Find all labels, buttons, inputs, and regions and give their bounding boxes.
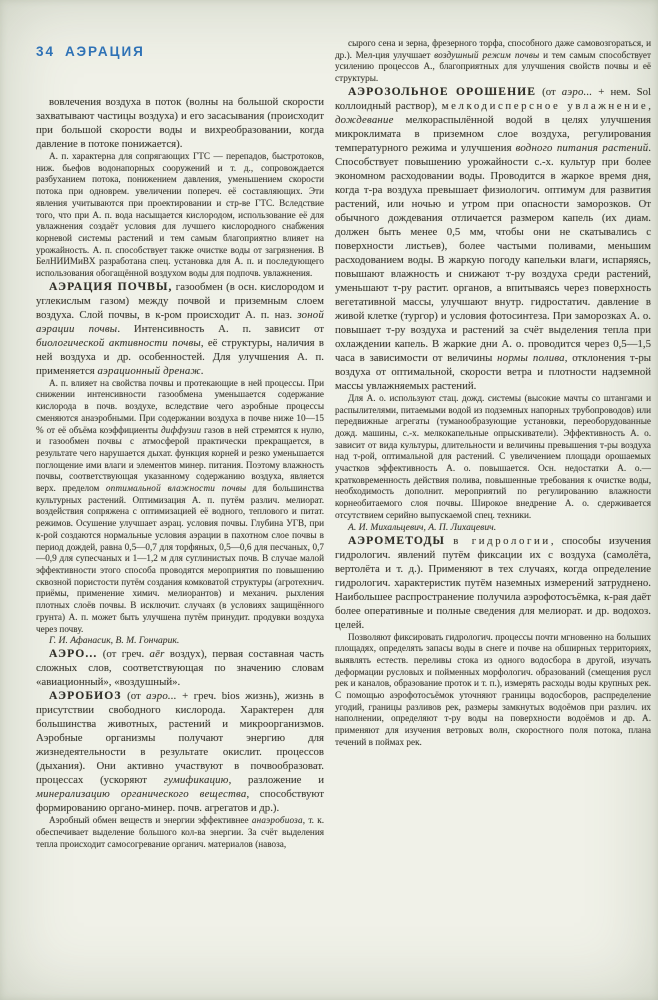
running-header (36, 44, 324, 59)
entry-paragraph: АЭРОБИОЗ (от аэро... + греч. bios жизнь), жизнь в присутствии свободного кислорода. Характерен для большинства животных, растений и микроорганизмов. Аэробные организмы получают энергию для жизнедеятельности в результате окислит. процессов (дыхания). Они активно участвуют в почвообразоват. процессах (ускоряют гумификацию, разложение и минерализацию органического вещества, способствуют формированию органо-минер. почв. агрегатов и др.). (36, 689, 324, 815)
entry-paragraph: АЭРОМЕТОДЫ в гидрологии, способы изучения гидрологич. явлений путём фиксации их с воздуха (самолёта, вертолёта и т. д.). Применяют в тех случаях, когда определение гидрологич. характеристик путём наземных измерений затруднено. Наибольшее распространение получила аэрофотосъёмка, к-рая даёт более оперативные и полные сведения для мелиорат. и др. водохоз. целей. (335, 533, 652, 631)
entry-headword: АЭРОМЕТОДЫ (348, 533, 446, 547)
running-header-title: АЭРАЦИЯ (65, 44, 145, 59)
body-paragraph: Для А. о. используют стац. дожд. системы (высокие мачты со штангами и распылителями, питаемыми водой из подземных напорных трубопроводов) или передвижные агрегаты (туманообразующие установки, переоборудованные дожд. машины, с.-х. мелкокапельные опрыскиватели). Эффективность А. о. зависит от вида культуры, длительности и величины превышения т-ры воздуха над т-рой, оптимальной для растений. С увеличением площади орошаемых участков эффективность А. о. повышается. Осн. недостатки А. о.— кратковременность действия полива, повышенные требования к очистке воды, необходимость дополнит. мероприятий по регулированию влажности корнеобитаемого слоя почвы. Широкое внедрение А. о. сдерживается отсутствием серийно выпускаемой спец. техники. (335, 392, 651, 520)
author-signature: А. И. Михальцевич, А. П. Лихацевич. (348, 521, 497, 533)
entry-paragraph: АЭРОЗОЛЬНОЕ ОРОШЕНИЕ (от аэро... + нем. Sol коллоидный раствор), мелкодисперсное увлажнение, дождевание мелкораспылённой водой в целях улучшения микроклимата в приземном слое воздуха, регулирования температурного режима и улучшения водного питания растений. Способствует повышению урожайности с.-х. культур при более экономном расходовании воды. Проводится в жаркое время дня, когда т-ра воздуха превышает физиологич. оптимум для развития растений, или ночью и утром при опасности заморозков. От обычного дождевания отличается размером капель (их диам. должен быть менее 0,5 мм, чтобы они не скатывались с поверхности листьев), более частыми поливами, меньшим расходованием воды. В жаркую погоду капельки влаги, испаряясь, повышают влажность и снижают т-ру воздуха среди растений, уменьшают т-ру растит. органов, а впитываясь через поверхность вегетативной массы, улучшают внутр. гидростатич. давление в живой клетке (тургор) и условия фотосинтеза. При заморозках А. о. повышает т-ру воздуха и растений за счёт выделения тепла при охлаждении капель. В жаркие дни А. о. проводится через 0,5—1,5 часа в зависимости от величины нормы полива, отклонения т-ры воздуха от оптимальной, скорости ветра и плотности надземной массы увлажняемых растений. (335, 84, 651, 392)
body-paragraph: Аэробный обмен веществ и энергии эффективнее анаэробиоза, т. к. обеспечивает выделение большого кол-ва энергии. За счёт выделения тепла происходит самосогревание органич. материалов (навоза, (36, 815, 324, 849)
entry-headword: АЭРОБИОЗ (49, 689, 122, 703)
author-signature: Г. И. Афанасик, В. М. Гончарик. (49, 635, 180, 647)
entry-headword: АЭРАЦИЯ ПОЧВЫ, (49, 279, 173, 293)
entry-headword: АЭРО... (49, 647, 98, 661)
body-paragraph: А. п. характерна для сопрягающих ГТС — перепадов, быстротоков, ниж. бьефов водонапорных сооружений и т. д., сопровождается разбуханием потока, понижением давления, уменьшением скорости потока при одноврем. увеличении попереч. её составляющих. Эти явления учитываются при проектировании и стр-ве ГТС. Вследствие того, что при А. п. вода насыщается кислородом, использование её для увлажнения создаёт условия для лучшего кислородного снабжения корневой системы растений и тем самым благоприятно влияет на урожайность. А. п. способствует также очистке воды от загрязнения. В БелНИИМиВХ разработана спец. установка для А. п. и последующего использования обогащённой воздухом воды для подпочв. увлажнения. (36, 151, 324, 279)
entry-paragraph: АЭРАЦИЯ ПОЧВЫ, газообмен (в осн. кислородом и углекислым газом) между почвой и приземным слоем воздуха. Слой почвы, в к-ром происходит А. п. наз. зоной аэрации почвы. Интенсивность А. п. зависит от биологической активности почвы, её структуры, наличия в ней воздуха и др. особенностей. Для улучшения А. п. применяется аэрационный дренаж. (36, 279, 325, 377)
page-content (36, 38, 651, 850)
entry-headword: АЭРОЗОЛЬНОЕ ОРОШЕНИЕ (348, 84, 537, 98)
entry-paragraph: АЭРО... (от греч. aēr воздух), первая составная часть сложных слов, соответствующая по значению словам «авиационный», «воздушный». (36, 647, 324, 689)
body-paragraph: вовлечения воздуха в поток (волны на большой скорости захватывают частицы воздуха) и его засасывания (происходит при большой скорости воды и вихреобразовании, когда давление в потоке понижается). (36, 96, 324, 150)
body-paragraph: Позволяют фиксировать гидрологич. процессы почти мгновенно на больших площадях, определять запасы воды в снеге и почве на обширных территориях, выявлять естеств. переливы стока из одного водосбора в другой, изучать деформации русловых и пойменных морфологич. образований (смещения русл рек и каналов, образование проток и т. п.), измерять расходы воды крупных рек. С помощью аэрофотосъёмок уточняют границы водосборов, распределение угодий, границы разливов рек, размеры замкнутых водоёмов при различ. их наполнении, определяют т-ру воды на поверхности водоёмов и др. А. применяют для изучения ветровых волн, скоростного поля потока, плана течений в поймах рек. (335, 631, 651, 747)
right-column (335, 38, 651, 850)
body-paragraph: А. п. влияет на свойства почвы и протекающие в ней процессы. При снижении интенсивности газообмена уменьшается содержание кислорода в почв. воздухе, вследствие чего аэробные процессы сменяются анаэробными. При содержании воздуха в почве ниже 10—15 % от её объёма коэффициенты диффузии газов в ней стремятся к нулю, и газообмен почвы с атмосферой практически прекращается, в результате чего нарушается дыхат. функция корней и резко уменьшается поглощение ими влаги и элементов минер. питания. Поэтому влажность почвы, соответствующая указанному содержанию воздуха, является верх. пределом оптимальной влажности почвы для большинства культурных растений. Оптимизация А. п. путём различ. мелиорат. воздействия сопряжена с оптимизацией её водного, теплового и питат. режимов. Осушение улучшает аэрац. условия почвы. Глубина УГВ, при к-рой создаются нормальные условия аэрации в пахотном слое почвы в период дождей, равна 0,5—0,7 для торфяных, 0,5—0,6 для песчаных, 0,7—0,9 для супесчаных и 1—1,2 м для суглинистых почв. В случае малой эффективности этого способа проводятся мероприятия по повышению сквозной пористости путём создания комковатой структуры (агротехнич. приёмы, применение химич. мелиорантов) и механич. рыхления плотных слоёв почвы. В исключит. случаях (в условиях защищённого грунта) А. п. может быть улучшена путём принудит. продувки воздуха через почву. (36, 377, 324, 634)
left-column (36, 38, 324, 850)
body-paragraph: сырого сена и зерна, фрезерного торфа, способного даже самовозгораться, и др.). Мел-ция улучшает воздушный режим почвы и тем самым способствует усилению процессов А., благоприятных для улучшения свойств почвы и её структуры. (335, 38, 651, 84)
page-number: 34 (36, 44, 56, 59)
